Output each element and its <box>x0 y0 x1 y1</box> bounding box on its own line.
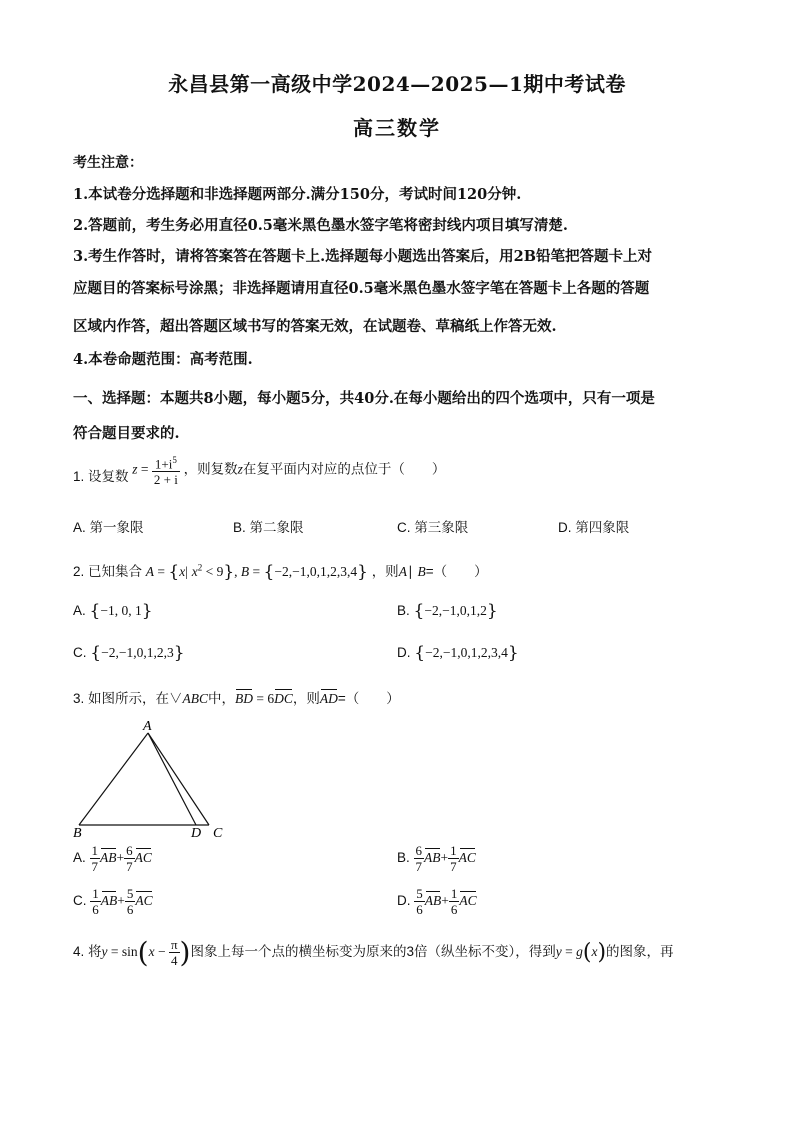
segment-ad <box>148 733 196 825</box>
q3-option-a[interactable] <box>73 843 152 874</box>
vector-ac: AC <box>135 893 153 909</box>
option-text: 第二象限 <box>249 520 304 535</box>
coef-1-den: 7 <box>91 859 99 874</box>
note-3-line-1: 3.考生作答时，请将答案答在答题卡上.选择题每小题选出答案后，用2B铅笔把答题卡上对 <box>73 248 653 265</box>
q1-mid: ，则复数 <box>183 461 238 477</box>
vector-ac: AC <box>459 893 477 909</box>
note-4: 4.本卷命题范围：高考范围. <box>73 351 253 368</box>
q2-option-b[interactable]: B. {−2,−1,0,1,2} <box>397 601 498 621</box>
q3-vector-ad: AD <box>319 691 338 706</box>
q1-numerator: 1+i <box>154 456 173 472</box>
option-letter: C. <box>397 520 411 535</box>
q4-pi: π <box>170 936 178 952</box>
q4-suffix: 的图象，再 <box>606 944 674 959</box>
question-4: 4. 将y = sin(x − $\frac{\pi}{4}$ )图象上每一个点的横坐标变为原来的3倍（纵坐标不变），得到y = g(x)的图象，再 <box>73 936 674 969</box>
vector-ab: AB <box>100 893 118 909</box>
q2-set-b-body: −2,−1,0,1,2,3,4 <box>274 564 358 579</box>
coef-1-num: 1 <box>92 886 99 901</box>
option-letter: A. <box>73 850 86 866</box>
option-letter: D. <box>397 893 411 909</box>
exam-title: 永昌县第一高级中学2024—2025—1期中考试卷 <box>168 72 626 96</box>
q2-suffix-b: B <box>417 564 426 579</box>
q3-option-b[interactable] <box>397 843 476 874</box>
op: + <box>441 893 449 909</box>
option-letter: B. <box>397 603 410 618</box>
option-text: 第三象限 <box>414 520 469 535</box>
q2-set-a-lt: < 9 <box>202 564 224 579</box>
question-3 <box>73 687 400 707</box>
option-letter: A. <box>73 520 86 535</box>
q3-prefix: 3. 如图所示，在∨ <box>73 691 183 706</box>
option-letter: B. <box>397 850 410 866</box>
coef-2-num: 1 <box>450 886 458 901</box>
q3-vector-bd: BD <box>235 691 254 706</box>
coef-1-num: 6 <box>415 843 423 858</box>
q1-z: z <box>132 461 138 477</box>
note-2: 2.答题前，考生务必用直径0.5毫米黑色墨水签字笔将密封线内项目填写清楚. <box>73 217 568 234</box>
option-text: −1, 0, 1 <box>100 603 142 618</box>
note-3-line-3: 区域内作答，超出答题区域书写的答案无效，在试题卷、草稿纸上作答无效. <box>73 318 557 335</box>
q2-set-a-cond: x <box>191 564 198 579</box>
option-letter: D. <box>397 645 411 660</box>
q1-z2: z <box>237 461 243 477</box>
coef-1-den: 6 <box>92 902 99 917</box>
q4-x: x <box>148 944 155 959</box>
side-ac <box>148 733 209 825</box>
q4-y2: y <box>555 944 562 959</box>
question-2: 2. 已知集合 A = {x| $x^2 < 9$}, B = {−2,−1,0,1,2,3,4} ，则A∣ B=（ ） <box>73 562 488 582</box>
vertex-label-c: C <box>213 826 223 840</box>
vector-ac: AC <box>134 850 152 866</box>
q4-mid: 图象上每一个点的横坐标变为原来的3倍（纵坐标不变），得到 <box>190 944 556 959</box>
q4-four: 4 <box>170 952 178 968</box>
coef-1-num: 1 <box>91 843 99 858</box>
q1-option-d[interactable] <box>558 516 629 536</box>
option-letter: A. <box>73 603 86 618</box>
note-1: 1.本试卷分选择题和非选择题两部分.满分150分，考试时间120分钟. <box>73 186 522 203</box>
vector-ac: AC <box>458 850 476 866</box>
q2-suffix-op: ∣ <box>406 564 414 579</box>
q4-eq2: = <box>561 944 577 959</box>
q4-sin: = sin <box>107 944 138 959</box>
q1-suffix: 在复平面内对应的点位于（ ） <box>242 461 446 477</box>
q2-suffix-a: A <box>398 564 407 579</box>
coef-2-den: 7 <box>126 859 133 874</box>
option-text: −2,−1,0,1,2,3,4 <box>425 645 508 660</box>
coef-2-num: 5 <box>126 886 134 901</box>
vector-ab: AB <box>424 850 441 866</box>
q2-set-a-exp: 2 <box>197 562 203 573</box>
exam-subtitle: 高三数学 <box>353 116 441 140</box>
coef-2-den: 6 <box>126 902 134 917</box>
q1-exponent: 5 <box>172 455 177 465</box>
option-text: −2,−1,0,1,2 <box>424 603 487 618</box>
coef-1-den: 7 <box>415 859 423 874</box>
option-letter: C. <box>73 893 87 909</box>
q2-option-d[interactable]: D. {−2,−1,0,1,2,3,4} <box>397 643 519 663</box>
q2-set-a-bar: | <box>185 564 188 579</box>
q2-set-b-name: B <box>240 564 250 579</box>
q3-mid1: 中， <box>208 691 236 706</box>
q2-suffix-post: =（ ） <box>425 564 488 579</box>
q3-option-d[interactable] <box>397 886 477 917</box>
option-text: 第四象限 <box>575 520 630 535</box>
q4-minus: − <box>154 944 169 959</box>
coef-2-den: 7 <box>450 859 457 874</box>
q1-option-b[interactable] <box>233 516 304 536</box>
q4-x2: x <box>591 944 598 959</box>
q3-option-c[interactable] <box>73 886 153 917</box>
q3-suffix: =（ ） <box>337 691 400 706</box>
q1-option-c[interactable] <box>397 516 468 536</box>
coef-2-num: 6 <box>126 843 133 858</box>
q4-g: g <box>576 944 583 959</box>
option-text: −2,−1,0,1,2,3 <box>101 645 174 660</box>
vector-ab: AB <box>424 893 442 909</box>
q1-option-a[interactable] <box>73 516 144 536</box>
q1-denominator: 2 + i <box>153 472 178 488</box>
q4-y: y <box>101 944 108 959</box>
question-1 <box>73 453 445 487</box>
q4-prefix: 4. 将 <box>73 944 102 959</box>
option-letter: B. <box>233 520 246 535</box>
option-letter: C. <box>73 645 87 660</box>
section-heading-line-2: 符合题目要求的. <box>73 425 180 442</box>
q1-eq: = <box>137 461 152 477</box>
q3-mid2: ，则 <box>292 691 320 706</box>
side-ab <box>79 733 148 825</box>
q3-eq: = 6 <box>253 691 275 706</box>
coef-2-num: 1 <box>450 843 457 858</box>
notes-heading: 考生注意： <box>73 155 143 171</box>
coef-1-den: 6 <box>416 902 423 917</box>
vertex-label-a: A <box>143 719 152 734</box>
op: + <box>440 850 449 866</box>
vertex-label-b: B <box>73 826 82 840</box>
option-letter: D. <box>558 520 572 535</box>
coef-2-den: 6 <box>450 902 458 917</box>
q2-prefix: 2. 已知集合 <box>73 564 143 579</box>
q2-option-a[interactable]: A. {−1, 0, 1} <box>73 601 153 621</box>
vertex-label-d: D <box>191 826 202 840</box>
op: + <box>117 893 125 909</box>
q2-option-c[interactable]: C. {−2,−1,0,1,2,3} <box>73 643 185 663</box>
option-text: 第一象限 <box>89 520 144 535</box>
vector-ab: AB <box>100 850 117 866</box>
q2-set-a-name: A <box>145 564 155 579</box>
q3-triangle-figure <box>70 715 240 840</box>
q3-triangle: ABC <box>182 691 209 706</box>
section-heading-line-1: 一、选择题：本题共8小题，每小题5分，共40分.在每小题给出的四个选项中，只有一项是 <box>73 390 655 407</box>
q3-vector-dc: DC <box>274 691 293 706</box>
note-3-line-2: 应题目的答案标号涂黑；非选择题请用直径0.5毫米黑色墨水签字笔在答题卡上各题的答题 <box>73 280 650 297</box>
q2-set-a-var: x <box>179 564 186 579</box>
coef-1-num: 5 <box>416 886 423 901</box>
q2-suffix-pre: ，则 <box>371 564 399 579</box>
q1-prefix: 1. 设复数 <box>73 469 129 485</box>
op: + <box>116 850 125 866</box>
q1-fraction <box>152 453 180 487</box>
